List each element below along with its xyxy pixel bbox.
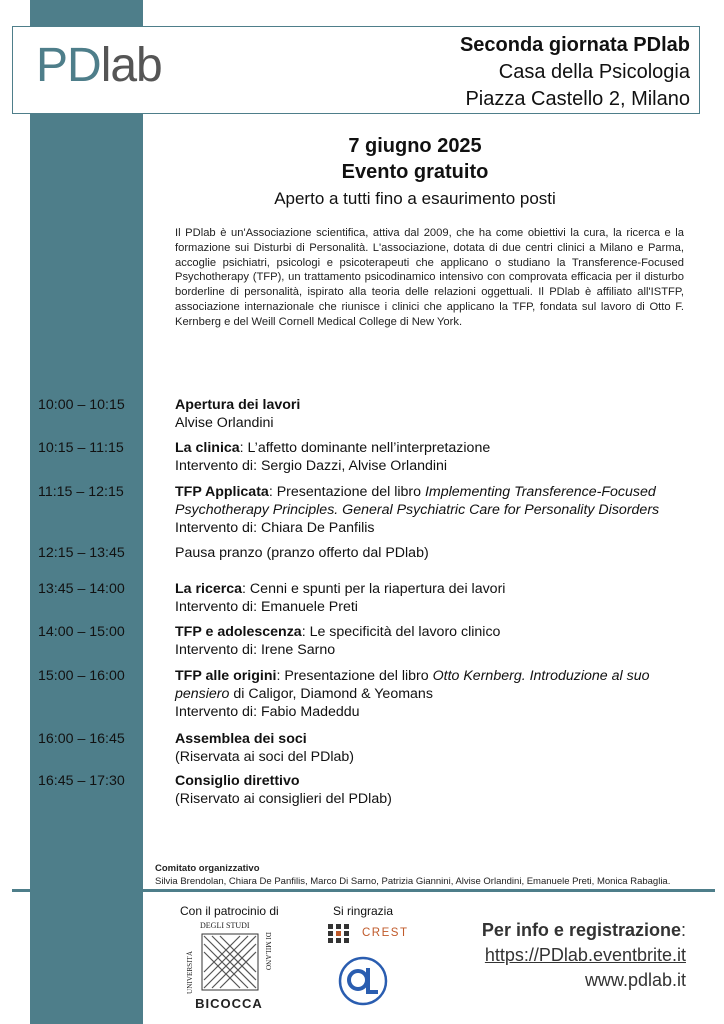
thanks-label: Si ringrazia bbox=[333, 904, 394, 918]
schedule-body bbox=[175, 396, 685, 432]
schedule-time: 13:45 – 14:00 bbox=[38, 581, 125, 597]
footer-divider bbox=[12, 889, 715, 892]
schedule-title: TFP Applicata bbox=[175, 484, 269, 500]
crest-mark-icon bbox=[328, 924, 352, 944]
event-info bbox=[155, 133, 675, 211]
schedule-text: : Cenni e spunti per la riapertura dei lavori bbox=[242, 581, 506, 597]
eventbrite-link[interactable]: https://PDlab.eventbrite.it bbox=[484, 945, 686, 965]
schedule-text-after: di Caligor, Diamond & Yeomans bbox=[229, 686, 433, 702]
schedule-time: 16:00 – 16:45 bbox=[38, 731, 125, 747]
event-title: Seconda giornata PDlab bbox=[459, 34, 690, 56]
schedule-title: Consiglio direttivo bbox=[175, 773, 300, 789]
logo-pd: PD bbox=[36, 39, 101, 92]
schedule-line2: Intervento di: Sergio Dazzi, Alvise Orlandini bbox=[175, 458, 448, 474]
schedule-body bbox=[175, 667, 685, 721]
schedule-body bbox=[175, 623, 685, 659]
schedule-line2: Alvise Orlandini bbox=[175, 415, 274, 431]
schedule-line2: Intervento di: Chiara De Panfilis bbox=[175, 520, 375, 536]
schedule-book-title: Otto Kernberg. Introduzione al suo pensiero bbox=[175, 668, 650, 702]
ol-partner-logo bbox=[338, 956, 388, 1006]
sidebar-band bbox=[30, 0, 143, 1024]
schedule-body bbox=[175, 580, 685, 616]
schedule-text: : Le specificità del lavoro clinico bbox=[301, 624, 501, 640]
crest-text: CREST bbox=[362, 927, 409, 939]
logo-lab: lab bbox=[100, 39, 162, 92]
schedule-line1 bbox=[175, 483, 685, 519]
schedule-body bbox=[175, 483, 685, 537]
committee-members: Silvia Brendolan, Chiara De Panfilis, Marco Di Sarno, Patrizia Giannini, Alvise Orlandini, Emanuele Preti, Monica Rabaglia. bbox=[155, 876, 671, 887]
schedule-title: TFP e adolescenza bbox=[175, 624, 302, 640]
info-label: Per info e registrazione bbox=[481, 920, 681, 940]
schedule-title: Assemblea dei soci bbox=[175, 731, 307, 747]
schedule-text: : L’affetto dominante nell’interpretazione bbox=[239, 440, 491, 456]
schedule-line2: Intervento di: Fabio Madeddu bbox=[175, 704, 360, 720]
schedule-text: : Presentazione del libro bbox=[268, 484, 425, 500]
schedule-title: TFP alle origini bbox=[175, 668, 277, 684]
schedule-title: Apertura dei lavori bbox=[175, 397, 301, 413]
schedule-body bbox=[175, 544, 685, 562]
bicocca-university-logo bbox=[186, 920, 272, 1012]
website-link[interactable]: www.pdlab.it bbox=[584, 970, 686, 990]
pdlab-logo bbox=[36, 39, 186, 94]
event-open: Aperto a tutti fino a esaurimento posti bbox=[274, 189, 556, 208]
schedule-line1 bbox=[175, 439, 685, 457]
bicocca-top-text: DEGLI STUDI bbox=[200, 921, 250, 930]
schedule-line1 bbox=[175, 396, 685, 414]
schedule-line2: (Riservata ai soci del PDlab) bbox=[175, 749, 354, 765]
schedule-text: Pausa pranzo (pranzo offerto dal PDlab) bbox=[175, 545, 429, 561]
event-address: Piazza Castello 2, Milano bbox=[465, 88, 690, 110]
schedule-time: 15:00 – 16:00 bbox=[38, 668, 125, 684]
info-colon: : bbox=[680, 920, 686, 940]
schedule-title: La clinica bbox=[175, 440, 240, 456]
schedule-body bbox=[175, 730, 685, 766]
schedule-line2: Intervento di: Irene Sarno bbox=[175, 642, 336, 658]
schedule-text: : Presentazione del libro bbox=[276, 668, 433, 684]
schedule-time: 10:15 – 11:15 bbox=[38, 440, 124, 456]
patronage-label: Con il patrocinio di bbox=[180, 904, 279, 918]
schedule-time: 14:00 – 15:00 bbox=[38, 624, 125, 640]
crest-logo bbox=[328, 924, 418, 944]
schedule-line2: Intervento di: Emanuele Preti bbox=[175, 599, 358, 615]
event-venue: Casa della Psicologia bbox=[498, 61, 690, 83]
schedule-body bbox=[175, 439, 685, 475]
schedule-time: 11:15 – 12:15 bbox=[38, 484, 124, 500]
schedule-line2: (Riservato ai consiglieri del PDlab) bbox=[175, 791, 392, 807]
schedule-line1 bbox=[175, 730, 685, 748]
schedule-line1 bbox=[175, 580, 685, 598]
event-date: 7 giugno 2025 bbox=[348, 135, 482, 157]
schedule-time: 10:00 – 10:15 bbox=[38, 397, 125, 413]
info-registration bbox=[482, 918, 686, 993]
bicocca-name: BICOCCA bbox=[195, 996, 263, 1011]
bicocca-side-right: DI MILANO bbox=[264, 932, 272, 971]
schedule-book-title: Implementing Transference-Focused Psychotherapy Principles. General Psychiatric Care for Personality Disorders bbox=[175, 484, 660, 518]
bicocca-side-left: UNIVERSITÀ bbox=[186, 950, 194, 994]
schedule-line1 bbox=[175, 667, 685, 703]
schedule-title: La ricerca bbox=[175, 581, 243, 597]
committee-label: Comitato organizzativo bbox=[155, 863, 260, 874]
schedule-line1 bbox=[175, 544, 685, 562]
schedule-line1 bbox=[175, 623, 685, 641]
association-description: Il PDlab è un'Associazione scientifica, attiva dal 2009, che ha come obiettivi la cura, la ricerca e la formazione sui Disturbi di Personalità. L'associazione, dotata di due centri clinici a Milano e Parma, accoglie psichiatri, psicologi e psicoterapeuti che applicano o studiano la Transference-Focused Psychotherapy (TFP), un trattamento psicodinamico intensivo con comprovata efficacia per il disturbo borderline di personalità, ispirato alla teoria delle relazioni oggettuali. Il PDlab è affiliato all'ISTFP, associazione internazionale che riunisce i clinici che applicano la TFP, fondata sul lavoro di Otto F. Kernberg e del Weill Cornell Medical College di New York. bbox=[175, 227, 684, 328]
header-title-block bbox=[460, 32, 690, 113]
schedule-body bbox=[175, 772, 685, 808]
event-free: Evento gratuito bbox=[341, 161, 489, 183]
schedule-line1 bbox=[175, 772, 685, 790]
schedule-time: 12:15 – 13:45 bbox=[38, 545, 125, 561]
schedule-time: 16:45 – 17:30 bbox=[38, 773, 125, 789]
committee bbox=[155, 862, 670, 888]
